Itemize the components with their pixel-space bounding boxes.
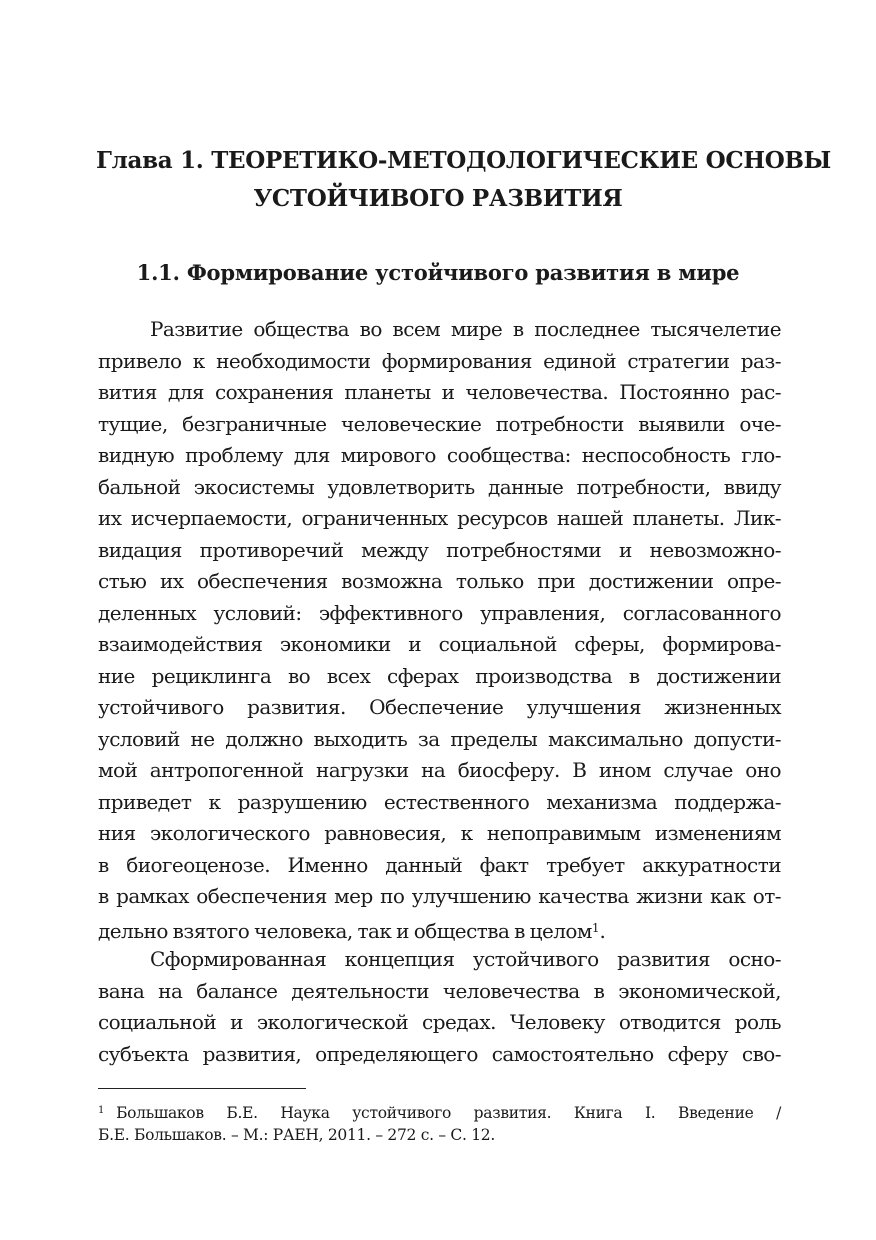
section-title: 1.1. Формирование устойчивого развития в мире [136, 260, 740, 285]
paragraph-1-line-14: условий не должно выходить за пределы максимально допусти- [98, 726, 781, 751]
paragraph-1-line-20 [98, 913, 781, 945]
paragraph-1-line-9: стью их обеспечения возможна только при достижении опре- [98, 569, 781, 593]
footnote-line-1 [98, 1098, 781, 1123]
paragraph-1-line-11: взаимодействия экономики и социальной сферы, формирова- [98, 632, 781, 656]
chapter-title-line-1: Глава 1. ТЕОРЕТИКО-МЕТОДОЛОГИЧЕСКИЕ ОСНОВЫ [96, 147, 831, 174]
paragraph-1-line-20-text: дельно взятого человека, так и общества в целом [98, 918, 592, 943]
paragraph-1-line-15: мой антропогенной нагрузки на биосферу. В ином случае оно [98, 758, 781, 782]
paragraph-2-line-4: субъекта развития, определяющего самостоятельно сферу сво- [98, 1041, 781, 1066]
paragraph-1-line-3: вития для сохранения планеты и человечества. Постоянно рас- [98, 380, 781, 404]
paragraph-1-line-2: привело к необходимости формирования единой стратегии раз- [98, 348, 781, 373]
paragraph-2-line-1: Сформированная концепция устойчивого развития осно- [150, 947, 781, 971]
chapter-title-line-2: УСТОЙЧИВОГО РАЗВИТИЯ [253, 185, 623, 212]
sentence-period: . [599, 918, 606, 943]
paragraph-2-line-2: вана на балансе деятельности человечества в экономической, [98, 978, 781, 1003]
paragraph-1-line-12: ние рециклинга во всех сферах производства в достижении [98, 663, 781, 688]
paragraph-1-line-16: приведет к разрушению естественного механизма поддержа- [98, 789, 781, 814]
paragraph-1-line-1: Развитие общества во всем мире в последнее тысячелетие [150, 317, 781, 341]
paragraph-1-line-4: тущие, безграничные человеческие потребности выявили оче- [98, 411, 781, 436]
footnote-line-2: Б.Е. Большаков. – М.: РАЕН, 2011. – 272 с. – С. 12. [98, 1126, 495, 1144]
body-text [98, 314, 781, 1070]
footnote-line-1-text: Большаков Б.Е. Наука устойчивого развития. Книга I. Введение / [116, 1104, 781, 1122]
chapter-title [96, 142, 831, 218]
footnote-reference[interactable]: 1 [591, 920, 600, 935]
paragraph-1-line-6: бальной экосистемы удовлетворить данные потребности, ввиду [98, 474, 781, 499]
paragraph-1-line-7: их исчерпаемости, ограниченных ресурсов нашей планеты. Лик- [98, 506, 781, 530]
paragraph-1-line-19: в рамках обеспечения мер по улучшению качества жизни как от- [98, 884, 781, 908]
footnote-number: 1 [98, 1105, 105, 1116]
paragraph-1-line-13: устойчивого развития. Обеспечение улучшения жизненных [98, 695, 781, 719]
footnote-separator [98, 1088, 306, 1089]
paragraph-1-line-5: видную проблему для мирового сообщества: неспособность гло- [98, 443, 781, 467]
paragraph-1-line-17: ния экологического равновесия, к непоправимым изменениям [98, 821, 781, 845]
paragraph-1-line-10: деленных условий: эффективного управления, согласованного [98, 600, 781, 625]
paragraph-2-line-3: социальной и экологической средах. Человеку отводится роль [98, 1010, 781, 1034]
paragraph-1-line-8: видация противоречий между потребностями и невозможно- [98, 537, 781, 562]
paragraph-1-line-18: в биогеоценозе. Именно данный факт требует аккуратности [98, 852, 781, 877]
footnote [98, 1098, 781, 1148]
